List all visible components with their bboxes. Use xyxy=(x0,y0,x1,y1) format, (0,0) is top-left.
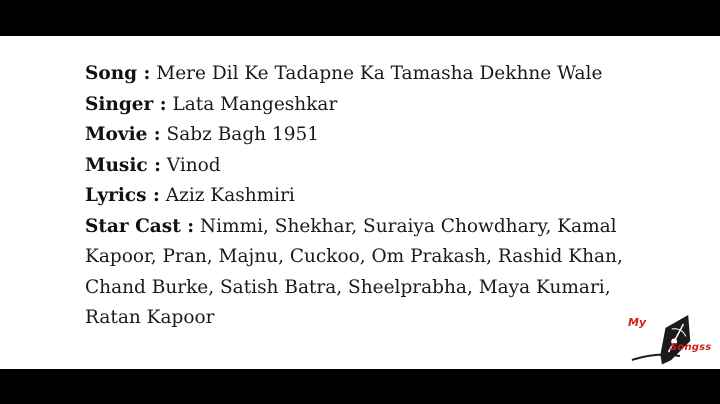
song-value: Mere Dil Ke Tadapne Ka Tamasha Dekhne Wale xyxy=(156,63,603,84)
music-label: Music : xyxy=(85,154,161,176)
music-value: Vinod xyxy=(166,154,221,176)
singer-label: Singer : xyxy=(85,93,167,115)
movie-value: Sabz Bagh 1951 xyxy=(166,124,320,145)
movie-row xyxy=(85,120,655,151)
singer-row xyxy=(85,90,655,121)
logo-text-my: My xyxy=(628,316,647,329)
my-songss-logo xyxy=(626,308,720,370)
logo-text-songs: Songss xyxy=(670,342,712,353)
song-label: Song : xyxy=(85,63,151,84)
singer-value: Lata Mangeshkar xyxy=(172,93,338,115)
song-row xyxy=(85,59,655,90)
star-cast-row xyxy=(85,212,655,334)
star-cast-value: Nimmi, Shekhar, Suraiya Chowdhary, Kamal Kapoor, Pran, Majnu, Cuckoo, Om Prakash, Rashid Khan, Chand Burke, Satish Batra, Sheelprabha, Maya Kumari, Ratan Kapoor xyxy=(85,215,623,328)
info-card xyxy=(0,36,720,369)
movie-label: Movie : xyxy=(85,124,161,145)
lyrics-row xyxy=(85,181,655,212)
star-cast-label: Star Cast : xyxy=(85,215,195,237)
music-row xyxy=(85,151,655,182)
song-info xyxy=(85,59,655,334)
lyrics-label: Lyrics : xyxy=(85,185,160,206)
lyrics-value: Aziz Kashmiri xyxy=(165,185,295,206)
